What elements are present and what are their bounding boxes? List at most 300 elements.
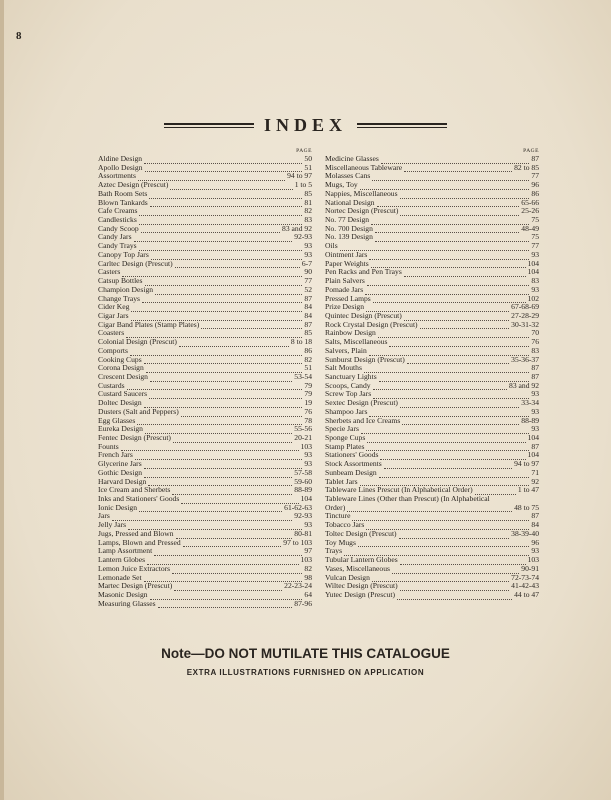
dot-leader [372,174,529,181]
index-entry [98,547,312,556]
index-entry-label: Inks and Stationers' Goods [98,495,180,504]
index-entry-pages: 75 [531,233,539,242]
index-entry-label: Tableware Lines (Other than Prescut) (In Alphabetical [325,495,490,504]
index-entry [98,321,312,330]
dot-leader [358,540,530,547]
index-entry-label: Plain Salvers [325,277,365,286]
index-entry-pages: 87 [531,155,539,163]
index-entry [325,460,539,469]
index-entry [98,539,312,548]
dot-leader [365,288,529,295]
dot-leader [404,314,509,321]
index-entry-pages: 87 [531,364,539,373]
index-entry-pages: 81 [304,198,312,207]
index-entry-label: Cafe Creams [98,207,138,216]
index-entry [98,565,312,574]
index-entry-pages: 103 [300,556,312,565]
index-entry-pages: 88-89 [294,486,312,495]
dot-leader [360,479,530,486]
dot-leader [371,261,526,268]
index-entry [325,295,539,304]
index-entry [325,539,539,548]
index-entry-label: Ointment Jars [325,250,368,259]
index-entry-pages: 104 [527,451,539,460]
dot-leader [400,192,530,199]
index-entry-label: Lamp Assortment [98,547,153,556]
index-entry [325,207,539,216]
index-entry-label: Cigar Jars [98,311,129,320]
index-entry-pages: 82 [304,207,312,216]
index-entry-pages: 83 [531,277,539,286]
dot-leader [126,331,302,338]
index-entry-pages: 84 [304,311,312,320]
index-entry-pages: 57-58 [294,468,312,477]
index-entry-label: Bath Room Sets [98,189,148,198]
page-title: INDEX [263,114,347,135]
index-entry-pages: 59-60 [294,477,312,486]
index-entry [325,338,539,347]
dot-leader [392,567,519,574]
index-entry-label: Canopy Top Jars [98,250,149,259]
index-entry [98,574,312,583]
dot-leader [379,375,530,382]
index-entry-label: No. 77 Design [325,216,370,225]
index-entry [98,443,312,452]
dot-leader [344,549,529,556]
index-entry [98,207,312,216]
index-entry-label: Carltec Design (Prescut) [98,259,173,268]
dot-leader [181,410,303,417]
index-entry-pages: 53-54 [294,372,312,381]
index-entry [98,356,312,365]
index-entry-pages: 96 [531,181,539,190]
index-entry-label: Gothic Design [98,468,143,477]
index-entry [325,504,539,513]
index-entry [325,181,539,190]
dot-leader [158,601,293,608]
index-entry-label: Quintec Design (Prescut) [325,311,402,320]
dot-leader [377,200,520,207]
index-entry-pages: 44 to 47 [514,590,539,599]
index-entry [325,268,539,277]
index-entry-label: Jars [98,512,110,521]
index-entry-label: Assortments [98,172,136,181]
index-entry-label: Pressed Lamps [325,294,371,303]
index-entry-pages: 48-49 [521,224,539,233]
index-entry [325,251,539,260]
index-entry-pages: 76 [531,338,539,347]
index-entry [98,364,312,373]
dot-leader [400,558,526,565]
index-entry-label: Corona Design [98,364,144,373]
index-entry-pages: 64 [304,590,312,599]
index-entry-pages: 87-96 [294,599,312,608]
index-entry-label: Nappies, Miscellaneous [325,189,398,198]
index-entry-label: Toltec Design (Prescut) [325,529,397,538]
index-entry [98,408,312,417]
index-entry-label: Cigar Band Plates (Stamp Plates) [98,320,200,329]
index-entry-label: Vulcan Design [325,573,370,582]
dot-leader [154,549,302,556]
dot-leader [139,218,303,225]
dot-leader [142,296,302,303]
dot-leader [172,488,292,495]
index-entry-pages: 98 [304,573,312,582]
index-entry-pages: 82 [304,564,312,573]
index-entry [325,591,539,600]
index-entry-label: Scoops, Candy [325,381,371,390]
dot-leader [131,314,303,321]
dot-leader [384,462,512,469]
index-entry [98,478,312,487]
index-entry-pages: 51 [304,364,312,373]
index-entry-pages: 25-26 [521,207,539,216]
index-entry-pages: 85 [304,189,312,198]
index-entry-label: Sunburst Design (Prescut) [325,355,405,364]
index-entry-pages: 55-56 [294,425,312,434]
index-entry-label: Dusters (Salt and Peppers) [98,407,179,416]
index-entry [98,600,312,609]
index-entry-pages: 50 [304,155,312,163]
index-entry [98,382,312,391]
index-entry-pages: 84 [304,303,312,312]
dot-leader [371,218,529,225]
dot-leader [366,305,509,312]
index-entry-pages: 90 [304,268,312,277]
index-column-right [325,148,539,600]
index-entry-label: Screw Top Jars [325,390,372,399]
index-entry-label: Rock Crystal Design (Prescut) [325,320,418,329]
index-entry-pages: 79 [304,381,312,390]
index-entry-label: Casters [98,268,121,277]
dot-leader [373,296,526,303]
index-entry-pages: 93 [304,460,312,469]
index-entry-label: Tableware Lines Prescut (In Alphabetical Order) [325,486,473,495]
index-entry-pages: 92-93 [294,512,312,521]
index-entry [98,251,312,260]
index-entry-label: Cider Keg [98,303,130,312]
dot-leader [172,567,302,574]
index-entry [98,425,312,434]
index-entry [325,216,539,225]
index-entry [325,408,539,417]
index-entry-label: Sunbeam Design [325,468,377,477]
index-entry-label: National Design [325,198,375,207]
index-entry-label: Catsup Bottles [98,277,143,286]
index-column-left [98,148,312,608]
index-entry-pages: 1 to 47 [517,486,539,495]
index-entry [98,373,312,382]
index-entry-label: Salvers, Plain [325,346,367,355]
index-entry-pages: 77 [531,242,539,251]
dot-leader [378,331,530,338]
index-entry-label: Champion Design [98,285,154,294]
index-entry-pages: 78 [304,416,312,425]
title-rule-left [164,123,254,128]
index-entry [98,164,312,173]
index-entry [98,295,312,304]
index-entry-label: Rainbow Design [325,329,376,338]
index-entry [325,399,539,408]
index-entry-pages: 93 [531,285,539,294]
index-entry-pages: 71 [531,468,539,477]
index-entry-label: Jugs, Pressed and Blown [98,529,174,538]
dot-leader [147,558,299,565]
index-entry [325,469,539,478]
index-entry-label: Apollo Design [98,163,143,172]
index-entry-label: Specie Jars [325,425,359,434]
index-entry-pages: 87 [304,294,312,303]
index-entry-label: Lemonade Set [98,573,142,582]
index-entry-pages: 83 and 92 [509,381,539,390]
dot-leader [475,488,516,495]
dot-leader [181,497,298,504]
index-entry-label: Paper Weights [325,259,369,268]
index-entry-label: Medicine Glasses [325,155,379,163]
index-entry-label: Glycerine Jars [98,460,142,469]
index-entry-pages: 48 to 75 [514,503,539,512]
dot-leader [138,174,285,181]
index-entry-label: Stamp Plates [325,442,365,451]
index-entry-label: Yutec Design (Prescut) [325,590,396,599]
index-entry [325,321,539,330]
index-entry-pages: 96 [531,538,539,547]
index-entry-pages: 83 [531,346,539,355]
index-entry-label: Sanctuary Lights [325,372,377,381]
index-entry [98,312,312,321]
index-entry [98,286,312,295]
index-entry-label: Change Trays [98,294,140,303]
index-entry [98,242,312,251]
dot-leader [340,244,530,251]
index-entry-label: Pen Racks and Pen Trays [325,268,402,277]
index-entry [325,286,539,295]
dot-leader [141,226,280,233]
index-entry [325,495,539,504]
dot-leader [373,383,507,390]
index-entry-label: Candy Jars [98,233,132,242]
dot-leader [397,593,512,600]
index-title-block [0,112,611,138]
index-entry-pages: 88-89 [521,416,539,425]
index-entry-label: Ice Cream and Sherbets [98,486,171,495]
dot-leader [121,444,299,451]
index-entry-pages: 94 to 97 [287,172,312,181]
index-entry-label: Measuring Glasses [98,599,156,608]
index-entry-label: Lemon Juice Extractors [98,564,171,573]
dot-leader [360,183,530,190]
index-entry [98,190,312,199]
dot-leader [139,209,302,216]
index-entry-label: Egg Glasses [98,416,136,425]
index-entry [325,530,539,539]
index-entry-label: Salt Mouths [325,364,362,373]
dot-leader [175,261,300,268]
index-entry [325,547,539,556]
index-entry [98,417,312,426]
dot-leader [364,366,529,373]
index-entry [325,521,539,530]
index-entry-pages: 93 [304,451,312,460]
index-entry-pages: 86 [531,189,539,198]
index-entry-pages: 93 [531,250,539,259]
index-entry [325,582,539,591]
dot-leader [139,244,303,251]
index-entry [98,399,312,408]
index-entry-label: Harvard Design [98,477,147,486]
note-heading: Note—DO NOT MUTILATE THIS CATALOGUE [161,646,450,661]
index-entry [98,390,312,399]
index-entry [325,443,539,452]
index-entry-pages: 72-73-74 [511,573,539,582]
index-entry-pages: 41-42-43 [511,582,539,591]
index-entry [325,434,539,443]
dot-leader [407,357,509,364]
index-entry-pages: 93 [531,547,539,556]
dot-leader [379,471,530,478]
index-entry [98,181,312,190]
index-entry-pages: 103 [527,556,539,565]
index-entry [325,242,539,251]
index-entry-label: Eureka Design [98,425,143,434]
index-entry-pages: 52 [304,285,312,294]
index-entry [325,164,539,173]
index-entry-label: No. 700 Design [325,224,373,233]
index-entry [325,303,539,312]
index-entry-label: Jelly Jars [98,521,127,530]
index-entry-pages: 90-91 [521,564,539,573]
index-entry-label: Vases, Miscellaneous [325,564,390,573]
dot-leader [402,418,519,425]
dot-leader [131,305,302,312]
index-entry-pages: 87 [531,512,539,521]
index-entry-label: Candy Trays [98,242,137,251]
page-column-header: PAGE [523,148,539,154]
index-entry-pages: 97 to 103 [283,538,312,547]
index-entry [98,347,312,356]
index-entry [325,512,539,521]
index-entry-label: Lamps, Blown and Pressed [98,538,181,547]
index-entry-pages: 22-23-24 [284,582,312,591]
index-entry-pages: 104 [527,259,539,268]
index-entry [98,225,312,234]
index-entry-label: Salts, Miscellaneous [325,338,388,347]
dot-leader [404,165,512,172]
dot-leader [381,157,530,164]
dot-leader [367,436,525,443]
dot-leader [369,253,529,260]
index-entry-pages: 104 [300,495,312,504]
index-entry-label: Toy Mugs [325,538,356,547]
index-entry-pages: 27-28-29 [511,311,539,320]
index-entry [98,268,312,277]
dot-leader [361,427,529,434]
index-entry [98,512,312,521]
index-entry-pages: 93 [531,407,539,416]
index-entry [98,338,312,347]
dot-leader [144,471,292,478]
index-entry-label: Nortec Design (Prescut) [325,207,399,216]
dot-leader [146,366,303,373]
dot-leader [369,410,529,417]
index-entry [325,565,539,574]
index-entry-pages: 35-36-37 [511,355,539,364]
index-entry-pages: 67-68-69 [511,303,539,312]
index-entry-pages: 87 [304,320,312,329]
index-entry-label: Martec Design (Prescut) [98,582,173,591]
index-entry-pages: 104 [527,434,539,442]
index-entry [325,373,539,382]
index-entry [98,556,312,565]
index-entry-pages: 104 [527,268,539,277]
index-entry-label: Colonial Design (Prescut) [98,338,177,347]
index-entry [325,390,539,399]
dot-leader [352,514,529,521]
dot-leader [170,183,292,190]
index-entry-label: French Jars [98,451,133,460]
index-entry-label: Mugs, Toy [325,181,358,190]
index-entry-label: Aztec Design (Prescut) [98,181,169,190]
index-entry-pages: 82 to 85 [514,163,539,172]
index-entry-label: Blown Tankards [98,198,148,207]
dot-leader [122,270,302,277]
index-entry-label: Stationers' Goods [325,451,379,460]
dot-leader [144,157,302,164]
index-entry-pages: 19 [304,399,312,408]
index-entry [98,303,312,312]
page-column-header: PAGE [296,148,312,154]
index-entry [325,233,539,242]
index-entry-pages: 33-34 [521,399,539,408]
index-entry-label: Tablet Jars [325,477,358,486]
index-entry-pages: 65-66 [521,198,539,207]
index-entry [98,172,312,181]
index-entry-pages: 83 and 92 [282,224,312,233]
dot-leader [404,270,526,277]
index-entry [98,469,312,478]
index-entry-pages: 93 [304,250,312,259]
index-entry-pages: 79 [304,390,312,399]
dot-leader [400,584,510,591]
index-entry [98,591,312,600]
index-entry [325,478,539,487]
index-entry-label: Prize Design [325,303,365,312]
index-entry [325,190,539,199]
index-entry [98,582,312,591]
index-entry-pages: 92 [531,477,539,486]
index-entry-pages: 30-31-32 [511,320,539,329]
dot-leader [148,479,292,486]
dot-leader [155,288,302,295]
dot-leader [400,401,519,408]
dot-leader [373,392,529,399]
index-entry-label: Sextec Design (Prescut) [325,399,398,408]
index-entry-pages: 97 [304,547,312,556]
index-entry [98,155,312,164]
index-entry [98,260,312,269]
index-entry [325,556,539,565]
index-entry-pages: 93 [531,390,539,399]
index-entry [98,434,312,443]
dot-leader [150,200,303,207]
dot-leader [179,340,289,347]
index-entry [98,233,312,242]
index-entry-pages: 93 [304,242,312,251]
index-entry [98,451,312,460]
index-entry-label: Pomade Jars [325,285,364,294]
index-entry [325,425,539,434]
dot-leader [145,279,303,286]
